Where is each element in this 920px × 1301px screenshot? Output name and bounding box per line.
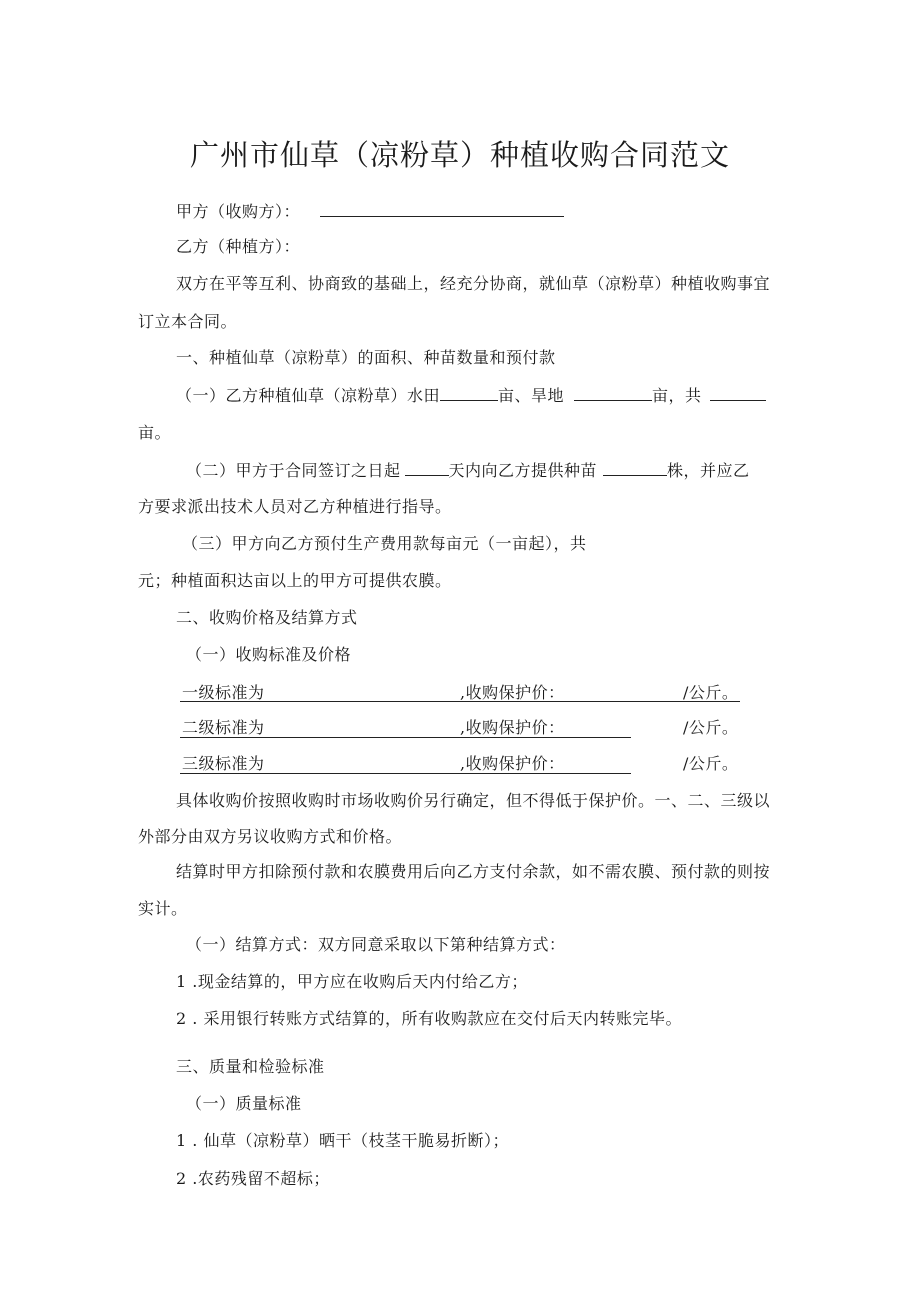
grade-2-unit: /公斤。: [683, 718, 739, 737]
grade-2-label: 二级标准为: [182, 718, 265, 737]
dry-land-area-blank[interactable]: [574, 384, 652, 401]
s1-item-2-text-a: （二）甲方于合同签订之日起: [186, 461, 401, 480]
s2-sub-heading-2: （一）结算方式：双方同意采取以下第种结算方式：: [186, 935, 566, 954]
grade-3-unit: /公斤。: [683, 754, 739, 773]
total-area-blank[interactable]: [710, 384, 766, 401]
s1-item-1-text-a: （一）乙方种植仙草（凉粉草）水田: [176, 386, 441, 405]
grade-1-price-label: ,收购保护价：: [460, 683, 565, 702]
s1-item-2-line: [186, 459, 750, 482]
s1-item-3-line: （三）甲方向乙方预付生产费用款每亩元（一亩起），共: [182, 534, 587, 553]
intro-line-2: 订立本合同。: [138, 312, 238, 331]
party-a-blank[interactable]: [320, 200, 564, 217]
section-1-heading: 一、种植仙草（凉粉草）的面积、种苗数量和预付款: [176, 348, 556, 367]
days-blank[interactable]: [405, 459, 449, 476]
section-3-heading: 三、质量和检验标准: [176, 1057, 325, 1076]
s1-item-2-text-b: 天内向乙方提供种苗: [448, 461, 598, 480]
s2-item-2: 2 . 采用银行转账方式结算的，所有收购款应在交付后天内转账完毕。: [176, 1009, 682, 1028]
s3-sub-heading-1: （一）质量标准: [186, 1094, 302, 1113]
s2-sub-heading-1: （一）收购标准及价格: [186, 645, 352, 664]
s2-para-2-line-1: 结算时甲方扣除预付款和农膜费用后向乙方支付余款，如不需农膜、预付款的则按: [176, 862, 771, 881]
s2-para-1-line-1: 具体收购价按照收购时市场收购价另行确定，但不得低于保护价。一、二、三级以: [176, 791, 771, 810]
grade-2-price-label: ,收购保护价：: [460, 718, 565, 737]
paddy-area-blank[interactable]: [440, 384, 498, 401]
grade-1-label: 一级标准为: [182, 683, 265, 702]
s1-item-1-text-b: 亩、旱地: [498, 386, 565, 405]
party-a-label: 甲方（收购方）：: [176, 202, 301, 221]
document-title: 广州市仙草（凉粉草）种植收购合同范文: [189, 138, 730, 172]
grade-3-price-label: ,收购保护价：: [460, 754, 565, 773]
s2-para-1-line-2: 外部分由双方另议收购方式和价格。: [138, 827, 403, 846]
section-2-heading: 二、收购价格及结算方式: [176, 608, 358, 627]
grade-1-unit: /公斤。: [683, 683, 739, 702]
s2-item-1: 1 .现金结算的，甲方应在收购后天内付给乙方；: [176, 972, 528, 991]
grade-3-underline[interactable]: [180, 773, 631, 774]
party-b-label: 乙方（种植方）：: [176, 237, 301, 256]
s3-item-2: 2 .农药残留不超标；: [176, 1169, 330, 1188]
grade-2-underline[interactable]: [180, 737, 631, 738]
s1-item-2-text-c: 株，并应乙: [667, 461, 750, 480]
seedling-count-blank[interactable]: [603, 459, 667, 476]
s2-para-2-line-2: 实计。: [138, 899, 188, 918]
party-a-line: [176, 200, 564, 223]
s1-item-3-cont: 元；种植面积达亩以上的甲方可提供农膜。: [138, 571, 452, 590]
grade-3-label: 三级标准为: [182, 754, 265, 773]
s1-item-1-text-c: 亩，共: [652, 386, 702, 405]
s1-item-1-line: [176, 384, 766, 407]
intro-line-1: 双方在平等互利、协商致的基础上，经充分协商，就仙草（凉粉草）种植收购事宜: [176, 274, 771, 293]
s3-item-1: 1 . 仙草（凉粉草）晒干（枝茎干脆易折断）；: [176, 1131, 509, 1150]
grade-1-underline[interactable]: [180, 701, 740, 702]
s1-item-2-cont: 方要求派出技术人员对乙方种植进行指导。: [138, 497, 452, 516]
s1-item-1-end: 亩。: [138, 423, 172, 442]
